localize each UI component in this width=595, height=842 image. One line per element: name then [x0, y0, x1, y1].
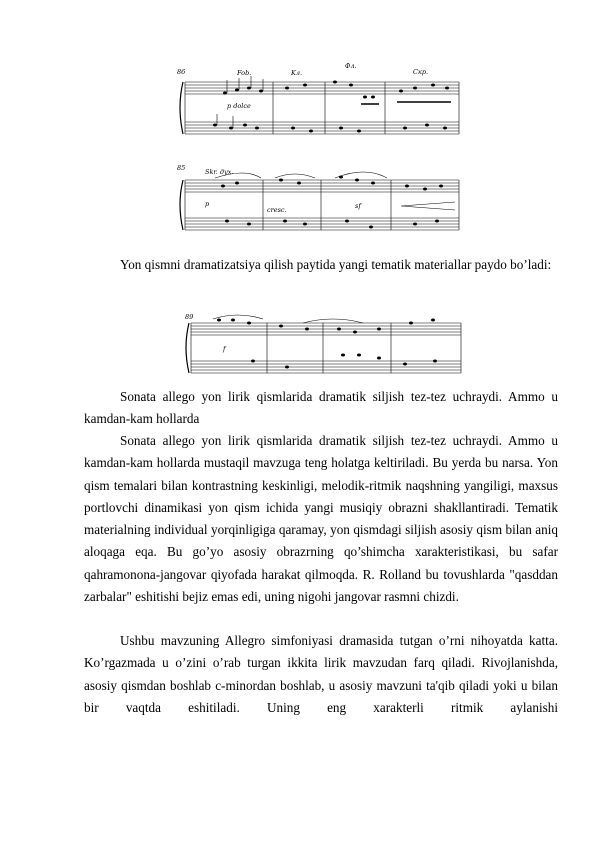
score-marking: sf	[355, 202, 361, 210]
measure-number: 86	[177, 68, 186, 76]
paragraph-continuation	[84, 630, 558, 719]
notes	[221, 176, 443, 229]
staff-lines	[186, 315, 461, 373]
score-marking: Skr. дух.	[205, 168, 234, 176]
score-marking: Скр.	[413, 68, 429, 76]
music-score-2	[175, 158, 463, 250]
paragraph-text: Yon qismni dramatizatsiya qilish paytida yangi tematik materiallar paydo bo’ladi:	[120, 257, 552, 272]
paragraph-text: Sonata allego yon lirik qismlarida dramatik siljish tez-tez uchraydi. Ammo u kamdan-kam hollarda	[84, 389, 558, 427]
paragraph-fragment	[84, 386, 558, 431]
staff-lines	[180, 172, 459, 230]
score-marking: p	[205, 200, 210, 208]
score-marking: p dolce	[227, 102, 251, 110]
paragraph-main	[84, 430, 558, 608]
score-marking: Фл.	[345, 62, 357, 70]
music-score-1	[175, 62, 463, 154]
score-marking: f	[223, 345, 226, 353]
stems	[217, 76, 451, 128]
staff-lines	[180, 82, 459, 134]
score-marking: Kл.	[291, 69, 303, 77]
paragraph-text: Ushbu mavzuning Allegro simfoniyasi dramasida tutgan o’rni nihoyatda katta. Ko’rgazmada u o’zini o’rab turgan ikkita lirik mavzudan farq qiladi. Rivojlanishda, asosiy qismdan boshlab c-minordan boshlab, u asosiy mavzuni ta'qib qiladi yoki u bilan bir vaqtda eshitiladi. Uning eng xarakterli ritmik aylanishi	[84, 633, 558, 715]
score-marking: cresc.	[267, 206, 287, 214]
music-score-3	[183, 311, 463, 381]
paragraph-intro	[84, 254, 558, 276]
measure-number: 89	[185, 313, 194, 321]
score-marking: Fob.	[237, 69, 252, 77]
paragraph-text: Sonata allego yon lirik qismlarida dramatik siljish tez-tez uchraydi. Ammo u kamdan-kam hollarda mustaqil mavzuga teng holatga keltiriladi. Bu yerda bu narsa. Yon qism temalari bilan kontrastning keskinligi, melodik-ritmik naqshning yangiligi, maxsus portlovchi dinamikasi yon qism ichida yangi musiqiy obrazni shakllantiradi. Tematik materialning individual yorqinligiga qaramay, yon qismdagi siljish asosiy qism bilan aniq aloqaga eqa. Bu go’yo asosiy obrazrning qo’shimcha xarakteristikasi, bu safar qahramonona-jangovar qiyofada harakat qilmoqda. R. Rolland bu tovushlarda "qasddan zarbalar" eshitishi bejiz emas edi, uning nigohi jangovar rasmni chizdi.	[84, 433, 558, 605]
measure-number: 85	[177, 164, 186, 172]
